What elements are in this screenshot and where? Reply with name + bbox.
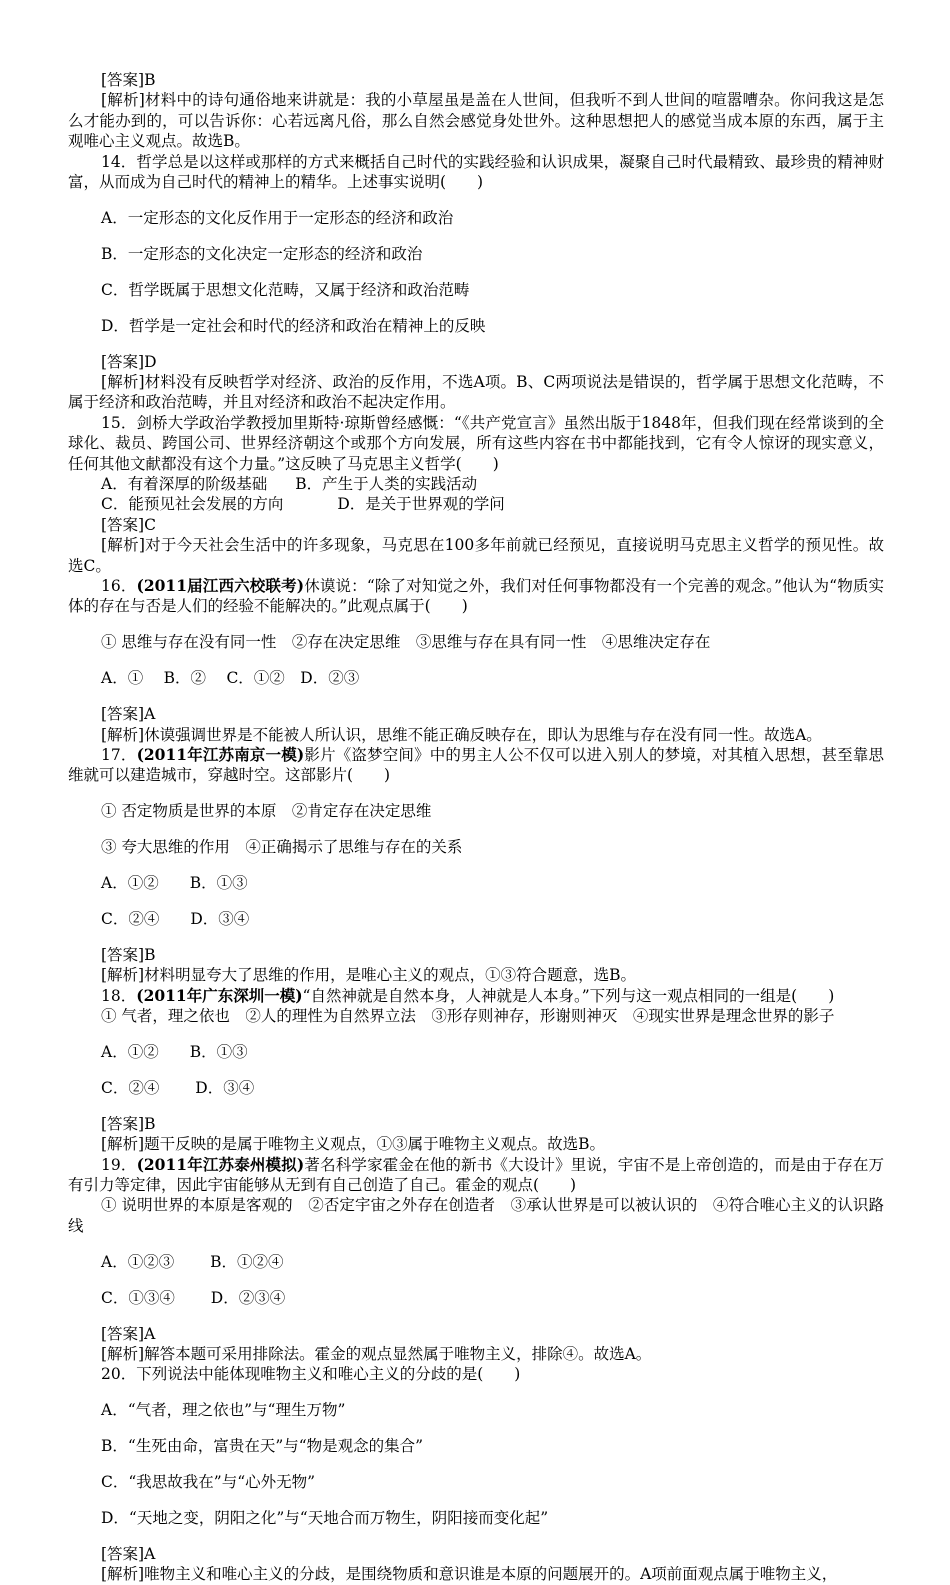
analysis-text: 材料中的诗句通俗地来讲就是：我的小草屋虽是盖在人世间，但我听不到人世间的喧嚣嘈杂。你问我这是怎么才能办到的，可以告诉你：心若远离凡俗，那么自然会感觉身处世外。这种思想把人的感觉当成本原的东西，属于主观唯心主义观点。故选B。 [68, 91, 884, 151]
option-line [68, 801, 884, 821]
option-line [68, 494, 884, 514]
option-line [68, 316, 884, 336]
analysis-text: 唯物主义和唯心主义的分歧，是围绕物质和意识谁是本原的问题展开的。A项前面观点属于唯物主义， [144, 1565, 838, 1584]
option-line [68, 1288, 884, 1308]
option-text: ① 否定物质是世界的本原 ②肯定存在决定思维 [101, 802, 432, 821]
option-text: D．“天地之变，阴阳之化”与“天地合而万物生，阴阳接而变化起” [101, 1509, 549, 1528]
question-text: 剑桥大学政治学教授加里斯特·琼斯曾经感慨：“《共产党宣言》虽然出版于1848年，但我们现在经常谈到的全球化、裁员、跨国公司、世界经济朝这个或那个方向发展，所有这些内容在书中都能找到，它有令人惊讶的现实意义，任何其他文献都没有这个力量。”这反映了马克思主义哲学( ) [68, 413, 884, 473]
question-paragraph [68, 1364, 884, 1384]
option-text: C．②④ D．③④ [101, 910, 250, 928]
question-paragraph [68, 745, 884, 786]
answer-line [68, 515, 884, 535]
statements-text: ① 说明世界的本原是客观的 ②否定宇宙之外存在创造者 ③承认世界是可以被认识的 ④符合唯心主义的认识路线 [68, 1196, 884, 1235]
option-line [68, 208, 884, 228]
option-line [68, 909, 884, 929]
analysis-paragraph [68, 1134, 884, 1154]
question-statements [68, 1195, 884, 1236]
option-text: A．①② B．①③ [101, 874, 248, 893]
option-text: A．一定形态的文化反作用于一定形态的经济和政治 [101, 208, 454, 227]
answer-line [68, 1114, 884, 1134]
document-page [68, 70, 884, 1585]
analysis-tag: [解析] [101, 91, 145, 110]
option-line [68, 1472, 884, 1492]
answer-value: B [144, 1114, 156, 1133]
answer-tag: [答案] [101, 1324, 145, 1343]
option-text: C．②④ D．③④ [101, 1078, 255, 1097]
answer-tag: [答案] [101, 945, 145, 964]
analysis-tag: [解析] [101, 725, 145, 744]
answer-value: B [144, 71, 156, 89]
analysis-paragraph [68, 372, 884, 413]
answer-line [68, 704, 884, 724]
question-number: 16． [101, 577, 137, 596]
option-text: A．有着深厚的阶级基础 [101, 475, 268, 493]
question-paragraph [68, 576, 884, 617]
answer-tag: [答案] [101, 515, 145, 534]
option-line [68, 244, 884, 264]
option-text: A．“气者，理之依也”与“理生万物” [101, 1401, 346, 1420]
question-text: 影片《盗梦空间》中的男主人公不仅可以进入别人的梦境，对其植入思想，甚至靠思维就可以建造城市，穿越时空。这部影片( ) [68, 745, 884, 785]
analysis-paragraph [68, 965, 884, 985]
option-text: C．能预见社会发展的方向 [101, 495, 284, 514]
answer-tag: [答案] [101, 1114, 145, 1133]
option-text: C．“我思故我在”与“心外无物” [101, 1473, 316, 1492]
option-line [68, 1436, 884, 1456]
question-text: 哲学总是以这样或那样的方式来概括自己时代的实践经验和认识成果，凝聚自己时代最精致、最珍贵的精神财富，从而成为自己时代的精神上的精华。上述事实说明( ) [68, 152, 884, 192]
answer-line [68, 352, 884, 372]
answer-value: C [144, 515, 156, 534]
answer-line [68, 945, 884, 965]
option-line [68, 1252, 884, 1272]
question-statements [68, 1006, 884, 1026]
analysis-text: 题干反映的是属于唯物主义观点，①③属于唯物主义观点。故选B。 [144, 1135, 606, 1154]
option-line [68, 474, 884, 494]
analysis-paragraph [68, 90, 884, 151]
analysis-text: 材料明显夸大了思维的作用，是唯心主义的观点，①③符合题意，选B。 [144, 966, 637, 985]
answer-tag: [答案] [101, 1544, 145, 1563]
question-paragraph [68, 1155, 884, 1196]
option-text: B．“生死由命，富贵在天”与“物是观念的集合” [101, 1437, 424, 1456]
question-source: (2011年江苏南京一模) [136, 744, 305, 764]
analysis-text: 材料没有反映哲学对经济、政治的反作用，不选A项。B、C两项说法是错误的，哲学属于思想文化范畴，不属于经济和政治范畴，并且对经济和政治不起决定作用。 [68, 372, 884, 412]
option-text: A．①② B．①③ [101, 1043, 248, 1062]
option-text: D．哲学是一定社会和时代的经济和政治在精神上的反映 [101, 316, 486, 335]
question-number: 14． [101, 152, 137, 171]
question-text: 休谟说：“除了对知觉之外，我们对任何事物都没有一个完善的观念。”他认为“物质实体的存在与否是人们的经验不能解决的。”此观点属于( ) [68, 577, 884, 616]
answer-value: A [144, 1544, 156, 1563]
analysis-paragraph [68, 1564, 884, 1584]
option-text: A．① B．② C．①② D．②③ [101, 669, 360, 688]
option-text: C．①③④ D．②③④ [101, 1288, 286, 1307]
answer-line [68, 1544, 884, 1564]
option-text: C．哲学既属于思想文化范畴，又属于经济和政治范畴 [101, 280, 470, 299]
question-text: 下列说法中能体现唯物主义和唯心主义的分歧的是( ) [136, 1365, 521, 1384]
answer-value: B [144, 945, 156, 964]
answer-tag: [答案] [101, 705, 145, 724]
question-text: “自然神就是自然本身，人神就是人本身。”下列与这一观点相同的一组是( ) [302, 986, 835, 1005]
question-paragraph [68, 986, 884, 1006]
question-number: 20． [101, 1365, 137, 1384]
analysis-text: 休谟强调世界是不能被人所认识，思维不能正确反映存在，即认为思维与存在没有同一性。故选A。 [144, 725, 822, 744]
option-line [68, 1400, 884, 1420]
option-text: B．一定形态的文化决定一定形态的经济和政治 [101, 244, 423, 263]
analysis-paragraph [68, 725, 884, 745]
answer-tag: [答案] [101, 352, 145, 371]
analysis-text: 对于今天社会生活中的许多现象，马克思在100多年前就已经预见，直接说明马克思主义哲学的预见性。故选C。 [68, 536, 884, 575]
option-line [68, 280, 884, 300]
question-paragraph [68, 413, 884, 474]
option-text: B．产生于人类的实践活动 [295, 475, 478, 493]
question-number: 18． [101, 986, 137, 1005]
analysis-text: 解答本题可采用排除法。霍金的观点显然属于唯物主义，排除④。故选A。 [144, 1345, 652, 1363]
analysis-tag: [解析] [101, 1345, 145, 1363]
analysis-paragraph [68, 1344, 884, 1364]
option-line [68, 1078, 884, 1098]
option-line [68, 873, 884, 893]
option-text: ③ 夸大思维的作用 ④正确揭示了思维与存在的关系 [101, 838, 463, 857]
analysis-tag: [解析] [101, 966, 145, 985]
analysis-tag: [解析] [101, 1565, 145, 1584]
option-text: A．①②③ B．①②④ [101, 1252, 284, 1271]
option-line [68, 632, 884, 652]
question-source: (2011届江西六校联考) [136, 576, 305, 596]
answer-tag: [答案] [101, 71, 145, 89]
answer-value: D [144, 352, 157, 371]
question-paragraph [68, 152, 884, 193]
answer-value: A [144, 705, 156, 724]
statements-text: ① 气者，理之依也 ②人的理性为自然界立法 ③形存则神存，形谢则神灭 ④现实世界是理念世界的影子 [101, 1007, 835, 1026]
answer-line [68, 70, 884, 90]
analysis-tag: [解析] [101, 536, 145, 555]
answer-value: A [144, 1324, 156, 1343]
option-text: ① 思维与存在没有同一性 ②存在决定思维 ③思维与存在具有同一性 ④思维决定存在 [101, 633, 711, 652]
option-line [68, 1042, 884, 1062]
question-source: (2011年江苏泰州模拟) [136, 1154, 305, 1174]
analysis-tag: [解析] [101, 1135, 145, 1154]
question-source: (2011年广东深圳一模) [136, 985, 303, 1005]
question-number: 17． [101, 745, 137, 764]
analysis-tag: [解析] [101, 372, 145, 391]
question-text: 著名科学家霍金在他的新书《大设计》里说，宇宙不是上帝创造的，而是由于存在万有引力等定律，因此宇宙能够从无到有自己创造了自己。霍金的观点( ) [68, 1155, 884, 1195]
analysis-paragraph [68, 535, 884, 576]
option-line [68, 1508, 884, 1528]
question-number: 15． [101, 413, 137, 432]
option-text: D．是关于世界观的学问 [337, 495, 505, 514]
answer-line [68, 1324, 884, 1344]
option-line [68, 668, 884, 688]
option-line [68, 837, 884, 857]
question-number: 19． [101, 1155, 137, 1174]
